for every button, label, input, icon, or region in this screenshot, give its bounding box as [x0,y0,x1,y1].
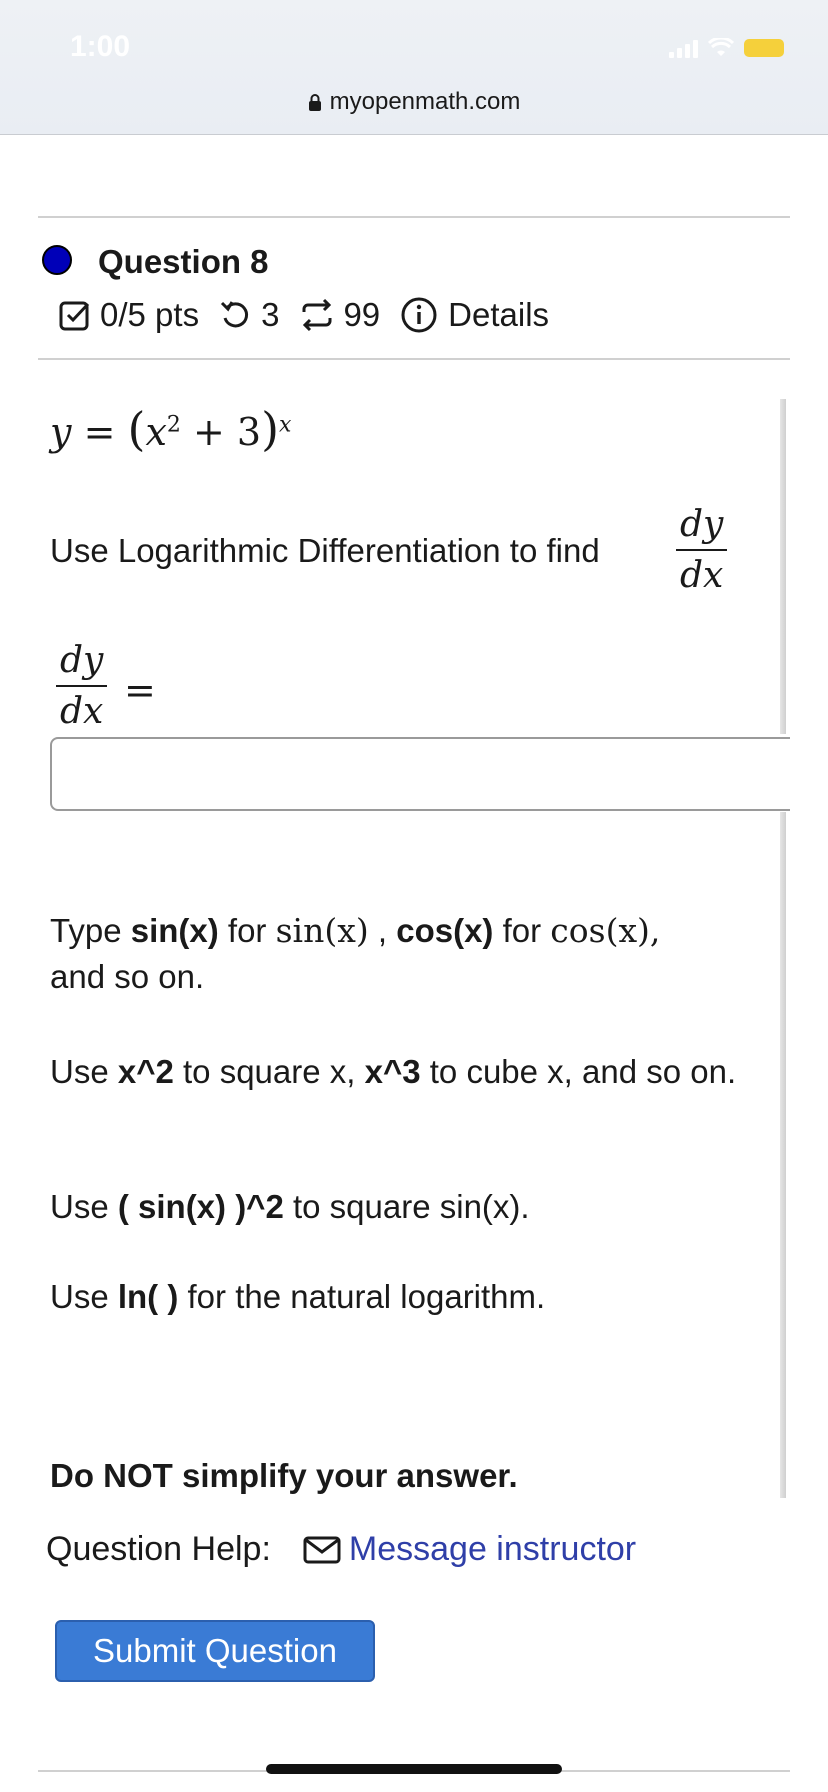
battery-icon [744,39,784,57]
question-help [46,1530,636,1569]
lock-icon [308,93,322,111]
note-trig: Type sin(x) for sin(x) , cos(x) for cos(x), and so on. [50,911,661,995]
divider [38,358,790,360]
mail-icon[interactable] [303,1535,341,1565]
info-icon[interactable] [400,296,438,334]
checkbox-icon [58,298,92,332]
question-title: Question 8 [98,243,269,280]
eq-base: x [145,410,167,454]
versions-count: 99 [343,296,381,333]
points: 0/5 pts [100,296,200,333]
answer-equals: = [124,668,156,712]
submit-question-button[interactable]: Submit Question [55,1620,375,1682]
home-indicator[interactable] [266,1764,562,1774]
versions-icon [299,298,335,332]
scroll-edge [780,399,786,734]
attempts-count: 3 [261,296,280,333]
retry-icon [219,298,253,332]
message-instructor-link[interactable]: Message instructor [348,1530,637,1568]
note-sin-squared: Use ( sin(x) )^2 to square sin(x). [50,1188,530,1225]
answer-fraction-label: dy dx [56,640,107,732]
wifi-icon [708,38,734,58]
status-time: 1:00 [70,30,131,63]
note-no-simplify: Do NOT simplify your answer. [50,1457,518,1494]
note-ln: Use ln( ) for the natural logarithm. [50,1278,546,1315]
instruction-text: Use Logarithmic Differentiation to find [50,532,600,569]
system-icons [669,38,784,58]
browser-chrome [0,0,828,135]
question-help-label: Question Help: [46,1530,271,1568]
problem-equation: $y = (x^2 + 3)^x$ [50,402,292,456]
question-status-dot [42,245,72,275]
details-link[interactable]: Details [448,296,550,333]
divider [38,216,790,218]
url-text: myopenmath.com [329,88,521,115]
answer-input[interactable] [50,737,790,811]
cellular-signal-icon [669,38,698,58]
scroll-edge [780,812,786,1498]
question-meta [58,296,569,334]
note-powers: Use x^2 to square x, x^3 to cube x, and so on. [50,1053,737,1090]
url-bar[interactable] [0,88,828,116]
derivative-fraction: dy dx [676,504,727,596]
